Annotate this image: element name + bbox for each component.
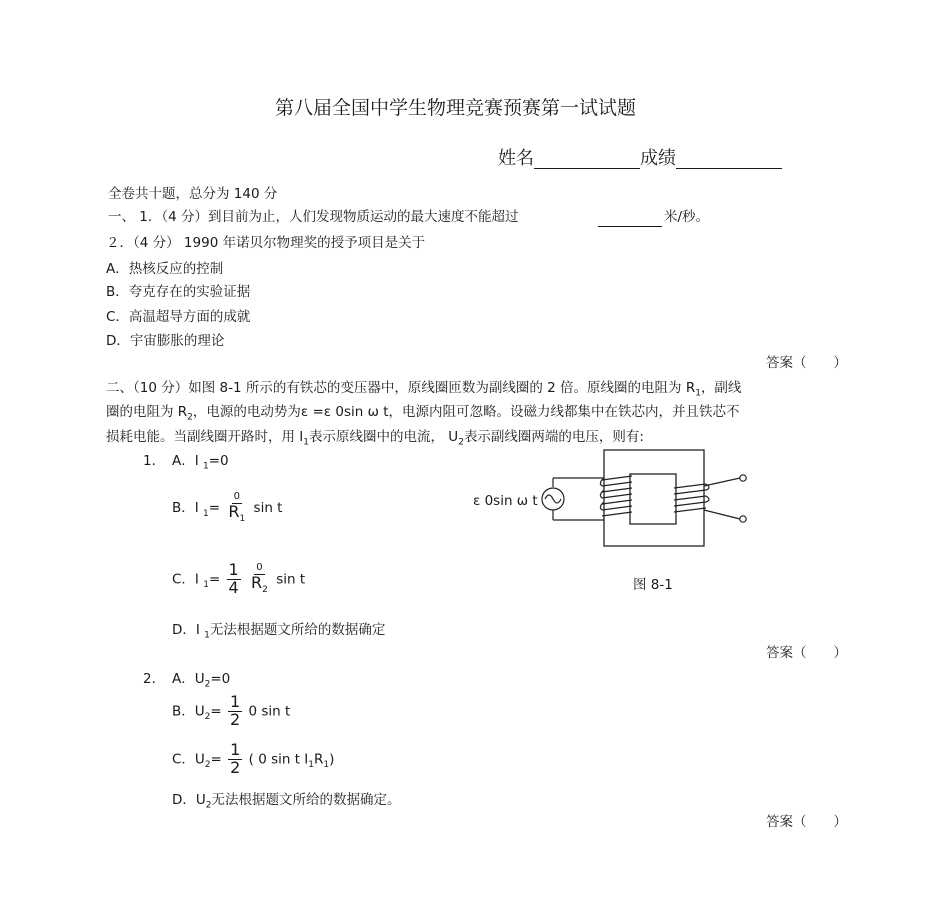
question-1-text: 一、 1．（4 分）到目前为止，人们发现物质运动的最大速度不能超过 xyxy=(108,209,519,225)
exam-intro: 全卷共十题，总分为 140 分 xyxy=(108,186,278,202)
answer-slot-sub1[interactable]: 答案（ ） xyxy=(766,645,847,661)
output-terminal-icon xyxy=(740,516,746,522)
figure-caption: 图 8-1 xyxy=(633,577,673,593)
question-3-line-1: 二、（10 分）如图 8-1 所示的有铁芯的变压器中，原线圈匝数为副线圈的 2 倍。原线圈的电阻为 $R_1$，副线 xyxy=(106,380,742,399)
question-2-option-c: C．高温超导方面的成就 xyxy=(106,309,251,325)
transformer-diagram xyxy=(470,446,760,556)
question-3-line-2: 圈的电阻为 $R_2$，电源的电动势为ε =ε 0sin ω t，电源内阻可忽略。设磁力线都集中在铁芯内，并且铁芯不 xyxy=(106,404,740,423)
emf-label: ε 0sin ω t xyxy=(473,493,538,509)
fraction: $\frac{1}{2}$ xyxy=(230,692,241,729)
question-2-option-b: B．夸克存在的实验证据 xyxy=(106,284,251,300)
question-1-unit: 米/秒。 xyxy=(664,209,710,225)
subquestion-1-option-d: D．I $_1$无法根据题文所给的数据确定 xyxy=(172,622,386,641)
fraction: $\frac{0}{R_1}$ xyxy=(228,491,246,524)
fraction: $\frac{0}{R_2}$ xyxy=(251,562,268,595)
question-3-line-3: 损耗电能。当副线圈开路时，用 $I_1$表示原线圈中的电流， $U_2$表示副线圈两端的电压，则有: xyxy=(106,429,644,448)
subquestion-2-option-a: A．$U_2=0$ xyxy=(172,671,231,690)
score-blank[interactable] xyxy=(676,148,782,169)
name-score-row xyxy=(498,148,782,169)
subquestion-1-number: 1． xyxy=(143,453,166,469)
page-title: 第八届全国中学生物理竞赛预赛第一试试题 xyxy=(275,97,637,119)
question-2-option-d: D．宇宙膨胀的理论 xyxy=(106,333,225,349)
name-blank[interactable] xyxy=(534,148,640,169)
iron-core-inner xyxy=(630,474,676,524)
primary-coil xyxy=(600,476,632,516)
question-2-stem: ２．（4 分） 1990 年诺贝尔物理奖的授予项目是关于 xyxy=(106,235,426,251)
subquestion-2-option-d: D．$U_2$无法根据题文所给的数据确定。 xyxy=(172,792,401,811)
question-2-option-a: A．热核反应的控制 xyxy=(106,261,224,277)
subquestion-1-option-b: B．I $_1$= $\frac{0}{R_1}$ sin t xyxy=(172,491,283,524)
name-label: 姓名 xyxy=(498,148,534,170)
answer-slot-sub2[interactable]: 答案（ ） xyxy=(766,814,847,830)
question-1-blank[interactable] xyxy=(598,210,662,227)
fraction: $\frac{1}{4}$ xyxy=(228,560,239,597)
subquestion-1-option-c: C．I $_1$= $\frac{1}{4}$ $\frac{0}{R_2}$ sin t xyxy=(172,560,306,597)
subquestion-2-option-c: C．$U_2=$ $\frac{1}{2}$ ( 0 sin t $I_1R_1$) xyxy=(172,740,335,777)
output-terminal-icon xyxy=(740,475,746,481)
score-label: 成绩 xyxy=(640,148,676,170)
subquestion-2-option-b: B．$U_2=$ $\frac{1}{2}$ 0 sin t xyxy=(172,692,291,729)
answer-slot-q2[interactable]: 答案（ ） xyxy=(766,355,847,371)
subquestion-1-option-a: A．I $_1$=0 xyxy=(172,453,229,472)
fraction: $\frac{1}{2}$ xyxy=(230,740,241,777)
subquestion-2-number: 2． xyxy=(143,671,166,687)
